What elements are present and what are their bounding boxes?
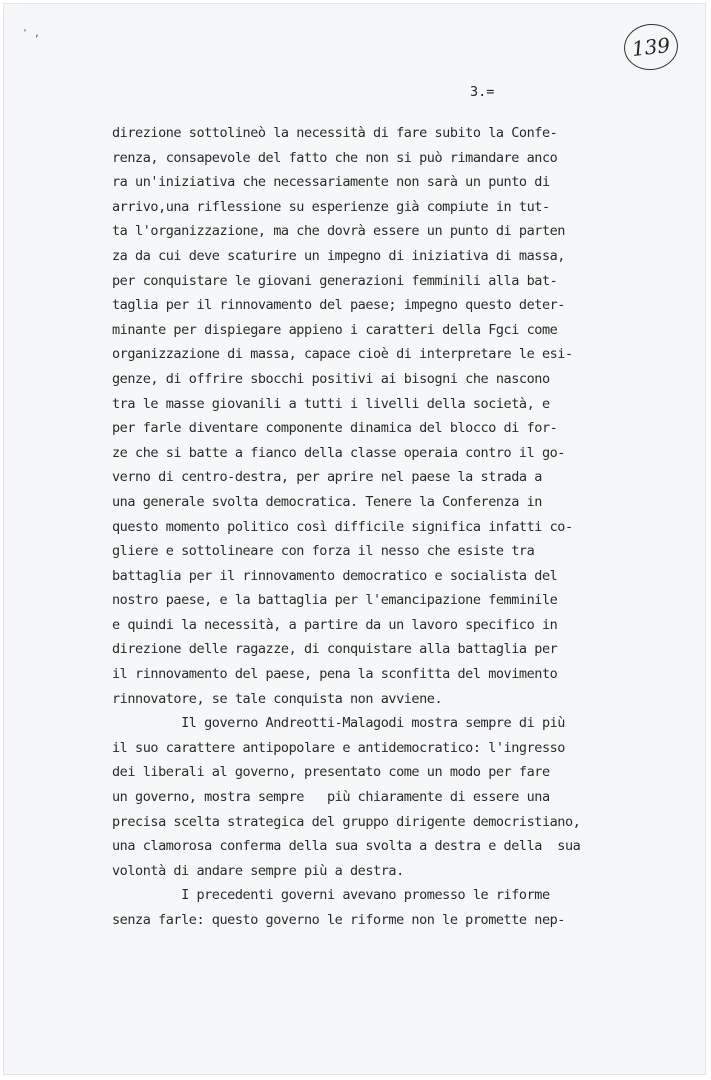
text-line: ta l'organizzazione, ma che dovrà essere un punto di parten: [112, 223, 565, 240]
text-line: il rinnovamento del paese, pena la sconfitta del movimento: [112, 666, 558, 683]
text-line: gliere e sottolineare con forza il nesso che esiste tra: [112, 543, 535, 560]
text-line: per farle diventare componente dinamica del blocco di for-: [112, 420, 558, 437]
text-line: una generale svolta democratica. Tenere la Conferenza in: [112, 493, 542, 510]
text-line: battaglia per il rinnovamento democratico e socialista del: [112, 567, 558, 584]
text-line: senza farle: questo governo le riforme non le promette nep-: [112, 912, 565, 928]
page-number: 3.=: [470, 84, 495, 100]
text-line: un governo, mostra sempre più chiaramente di essere una: [112, 789, 550, 806]
text-line: per conquistare le giovani generazioni femminili alla bat-: [112, 272, 558, 289]
text-line: una clamorosa conferma della sua svolta a destra e della sua: [112, 838, 581, 855]
text-line: organizzazione di massa, capace cioè di interpretare le esi-: [112, 346, 573, 363]
text-line: verno di centro-destra, per aprire nel paese la strada a: [112, 469, 542, 486]
text-line: rinnovatore, se tale conquista non avviene.: [112, 690, 443, 707]
text-line: genze, di offrire sbocchi positivi ai bisogni che nascono: [112, 370, 550, 387]
text-line: dei liberali al governo, presentato come un modo per fare: [112, 764, 550, 781]
text-line: direzione delle ragazze, di conquistare alla battaglia per: [112, 641, 558, 658]
text-line: nostro paese, e la battaglia per l'emancipazione femminile: [112, 592, 558, 609]
text-line: tra le masse giovanili a tutti i livelli della società, e: [112, 395, 550, 412]
text-line: questo momento politico così difficile significa infatti co-: [112, 518, 573, 535]
archive-stamp: 139: [622, 21, 681, 72]
text-line: volontà di andare sempre più a destra.: [112, 862, 404, 879]
text-line: Il governo Andreotti-Malagodi mostra sempre di più: [112, 715, 565, 732]
text-line: arrivo,una riflessione su esperienze già compiute in tut-: [112, 198, 550, 215]
text-line: il suo carattere antipopolare e antidemocratico: l'ingresso: [112, 739, 565, 756]
text-line: taglia per il rinnovamento del paese; impegno questo deter-: [112, 297, 565, 314]
text-line: ze che si batte a fianco della classe operaia contro il go-: [112, 444, 565, 461]
text-line: direzione sottolineò la necessità di fare subito la Confe-: [112, 125, 558, 141]
document-page: [3, 3, 706, 1075]
text-line: za da cui deve scaturire un impegno di iniziativa di massa,: [112, 247, 565, 264]
text-line: precisa scelta strategica del gruppo dirigente democristiano,: [112, 813, 581, 830]
text-line: minante per dispiegare appieno i caratteri della Fgci come: [112, 321, 558, 338]
text-line: I precedenti governi avevano promesso le riforme: [112, 887, 550, 904]
text-line: renza, consapevole del fatto che non si può rimandare anco: [112, 149, 558, 166]
body-text: [112, 121, 622, 933]
text-line: e quindi la necessità, a partire da un lavoro specifico in: [112, 616, 558, 633]
corner-mark: ' ,: [22, 28, 41, 39]
text-line: ra un'iniziativa che necessariamente non sarà un punto di: [112, 174, 550, 191]
